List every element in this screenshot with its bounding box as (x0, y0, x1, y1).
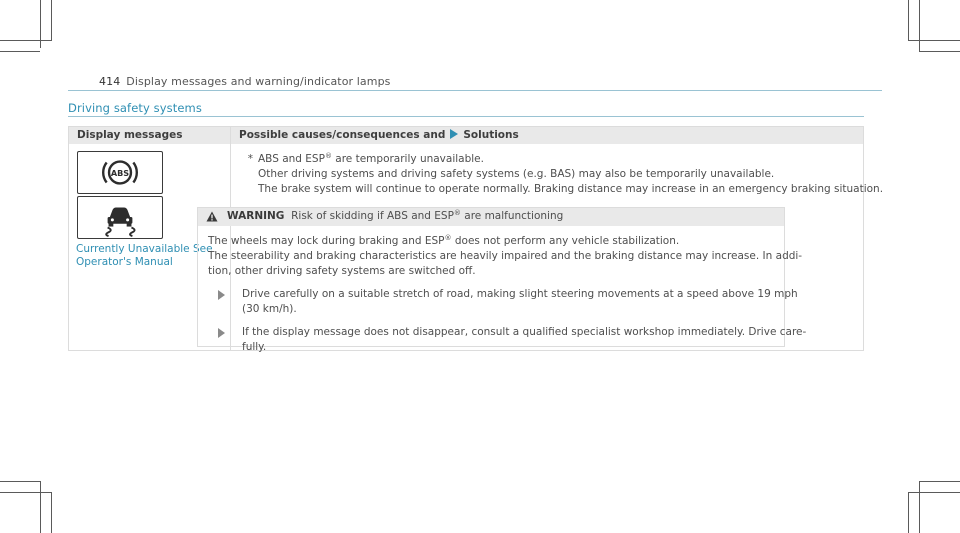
footnote-marker: * (247, 153, 253, 165)
action-step: If the display message does not disappear, consult a qualified specialist workshop immediately. Drive care- fully. (208, 325, 778, 355)
warning-body (208, 234, 807, 355)
page-number: 414 (99, 75, 121, 88)
crop-mark (51, 492, 52, 533)
section-rule (68, 116, 864, 117)
crop-mark (908, 0, 909, 40)
warning-title: WARNING Risk of skidding if ABS and ESP® are malfunctioning (227, 209, 564, 222)
crop-mark (919, 0, 920, 52)
crop-mark (908, 40, 960, 41)
col-header-solutions: Solutions (463, 129, 519, 141)
abs-warning-lamp-icon (77, 151, 163, 194)
warning-header (198, 208, 784, 226)
running-head (99, 75, 391, 88)
arrow-right-icon (450, 129, 458, 139)
header-rule (68, 90, 882, 91)
crop-mark (919, 481, 920, 533)
cause-line: * ABS and ESP® are temporarily unavailable. (239, 152, 855, 167)
crop-mark (908, 492, 960, 493)
warning-box (197, 207, 807, 353)
warning-label: WARNING (227, 210, 285, 222)
running-title: Display messages and warning/indicator lamps (126, 75, 391, 88)
step-arrow-icon (218, 328, 225, 338)
step-arrow-icon (218, 290, 225, 300)
section-title: Driving safety systems (68, 101, 202, 115)
action-step: Drive carefully on a suitable stretch of road, making slight steering movements at a speed above 19 mph (30 km/h). (208, 287, 778, 317)
crop-mark (920, 51, 960, 52)
esp-skid-warning-icon (77, 196, 163, 239)
warning-triangle-icon (206, 211, 218, 222)
col-header-causes: Possible causes/consequences and (239, 129, 446, 141)
cause-line: The brake system will continue to operate normally. Braking distance may increase in an emergency braking situation. (258, 183, 884, 195)
crop-mark (0, 481, 40, 482)
svg-text:ABS: ABS (110, 167, 130, 178)
crop-mark (0, 492, 52, 493)
causes-solutions-cell (239, 152, 884, 197)
crop-mark (920, 481, 960, 482)
warning-text: tion, other driving safety systems are switched off. (208, 265, 476, 277)
registered-mark: ® (324, 152, 332, 160)
crop-mark (0, 51, 40, 52)
crop-mark (51, 0, 52, 40)
col-header-display-messages: Display messages (77, 129, 183, 141)
crop-mark (908, 492, 909, 533)
warning-text: The steerability and braking characteristics are heavily impaired and the braking distance may increase. In addi- (208, 250, 803, 262)
warning-text: The wheels may lock during braking and ESP® does not perform any vehicle stabilization. (208, 234, 680, 247)
display-message-caption: Currently Unavailable See Operator's Manual (76, 243, 213, 268)
cause-line: Other driving systems and driving safety systems (e.g. BAS) may also be temporarily unavailable. (258, 168, 775, 180)
crop-mark (40, 481, 41, 533)
table-header (69, 127, 863, 144)
crop-mark (0, 40, 52, 41)
col-header-causes-solutions (239, 129, 519, 141)
